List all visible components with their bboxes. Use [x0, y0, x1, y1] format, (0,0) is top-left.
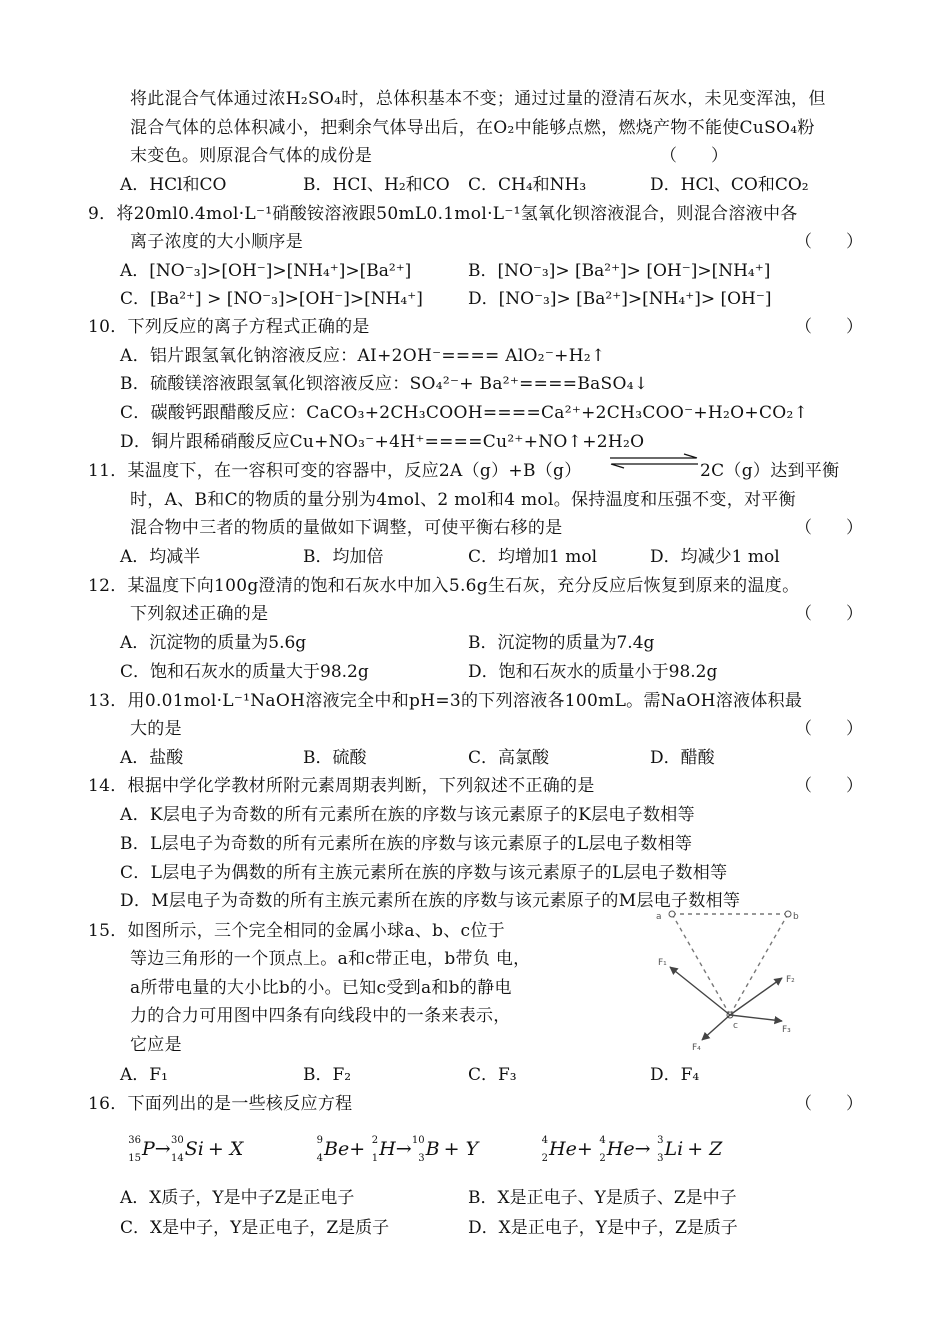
q15-stem-line4: 力的合力可用图中四条有向线段中的一条来表示，: [130, 1006, 511, 1026]
q9-stem-line1: 9．将20ml0.4mol·L⁻¹硝酸铵溶液跟50mL0.1mol·L⁻¹氢氧化钡溶液混合，则混合溶液中各: [88, 204, 798, 224]
label-f4: F₄: [692, 1043, 701, 1053]
mass-number: 2: [371, 1135, 379, 1146]
mass-number: 3: [657, 1135, 664, 1146]
q9-option-b: B．[NO⁻₃]> [Ba²⁺]> [OH⁻]>[NH₄⁺]: [468, 261, 771, 281]
q9-stem-line2: 离子浓度的大小顺序是: [130, 232, 303, 252]
symbol: H: [379, 1138, 396, 1160]
atomic-number: 1: [371, 1153, 379, 1164]
product: + X: [207, 1138, 244, 1160]
q11-option-a: A．均减半: [120, 547, 201, 567]
q9-answer-paren: （ ）: [795, 232, 863, 252]
atomic-number: 3: [657, 1153, 664, 1164]
atomic-number: 15: [128, 1153, 141, 1164]
q12-option-a: A．沉淀物的质量为5.6g: [120, 633, 307, 653]
q8-stem-line3: 末变色。则原混合气体的成份是: [130, 146, 373, 166]
nuclear-equation-3: [535, 1136, 722, 1164]
nuclear-equation-2: [310, 1136, 478, 1164]
arrow: →: [395, 1138, 412, 1160]
force-f2-arrow: [730, 978, 782, 1015]
arrow: →: [634, 1138, 651, 1160]
charge-force-figure: [650, 902, 820, 1057]
q10-option-d: D．铜片跟稀硝酸反应Cu+NO₃⁻+4H⁺====Cu²⁺+NO↑+2H₂O: [120, 432, 645, 452]
label-b: b: [793, 912, 799, 922]
q14-option-b: B．L层电子为奇数的所有元素所在族的序数与该元素原子的L层电子数相等: [120, 834, 693, 854]
q8-option-b: B．HCI、H₂和CO: [303, 175, 450, 195]
q11-stem-line1a: 11．某温度下，在一容积可变的容器中，反应2A（g）+B（g）: [88, 461, 582, 481]
q8-stem-line1: 将此混合气体通过浓H₂SO₄时，总体积基本不变；通过过量的澄清石灰水，未见变浑浊，但: [130, 89, 826, 109]
mass-number: 36: [128, 1135, 141, 1146]
q12-answer-paren: （ ）: [795, 604, 863, 624]
q15-stem-line3: a所带电量的大小比b的小。已知c受到a和b的静电: [130, 978, 512, 998]
q15-stem-line2: 等边三角形的一个顶点上。a和c带正电，b带负 电，: [130, 949, 531, 969]
q14-answer-paren: （ ）: [795, 776, 863, 796]
atomic-number: 2: [541, 1153, 548, 1164]
q15-option-b: B．F₂: [303, 1065, 352, 1085]
q13-answer-paren: （ ）: [795, 719, 863, 739]
q11-option-d: D．均减少1 mol: [650, 547, 780, 567]
q11-stem-line2: 时，A、B和C的物质的量分别为4mol、2 mol和4 mol。保持温度和压强不变，对平衡: [130, 490, 796, 510]
atomic-number: 14: [170, 1153, 184, 1164]
mass-number: 4: [541, 1135, 548, 1146]
q11-option-b: B．均加倍: [303, 547, 384, 567]
q8-option-d: D．HCl、CO和CO₂: [650, 175, 809, 195]
symbol: B: [425, 1138, 440, 1160]
q16-option-d: D．X是正电子，Y是中子，Z是质子: [468, 1218, 738, 1238]
q13-option-b: B．硫酸: [303, 748, 367, 768]
q10-option-c: C．碳酸钙跟醋酸反应：CaCO₃+2CH₃COOH====Ca²⁺+2CH₃COO⁻+H₂O+CO₂↑: [120, 403, 809, 423]
q16-option-b: B．X是正电子、Y是质子、Z是中子: [468, 1188, 737, 1208]
label-f1: F₁: [658, 958, 667, 968]
ball-a: [669, 911, 675, 917]
q16-option-a: A．X质子，Y是中子Z是正电子: [120, 1188, 355, 1208]
plus: +: [576, 1138, 593, 1160]
q11-stem-line1b: 2C（g）达到平衡: [700, 461, 840, 481]
q13-stem-line1: 13．用0.01mol·L⁻¹NaOH溶液完全中和pH=3的下列溶液各100mL。需NaOH溶液体积最: [88, 691, 803, 711]
q14-option-d: D．M层电子为奇数的所有主族元素所在族的序数与该元素原子的M层电子数相等: [120, 891, 741, 911]
product: + Y: [443, 1138, 479, 1160]
atomic-number: 3: [418, 1153, 425, 1164]
q12-option-c: C．饱和石灰水的质量大于98.2g: [120, 662, 369, 682]
q12-stem-line2: 下列叙述正确的是: [130, 604, 269, 624]
force-f4-arrow: [702, 1015, 730, 1040]
q9-option-a: A．[NO⁻₃]>[OH⁻]>[NH₄⁺]>[Ba²⁺]: [120, 261, 412, 281]
q13-stem-line2: 大的是: [130, 719, 182, 739]
q16-answer-paren: （ ）: [795, 1094, 863, 1114]
q8-answer-paren: （ ）: [660, 146, 728, 166]
atomic-number: 4: [316, 1153, 323, 1164]
q10-stem: 10．下列反应的离子方程式正确的是: [88, 317, 370, 337]
q14-stem: 14．根据中学化学教材所附元素周期表判断，下列叙述不正确的是: [88, 776, 595, 796]
q15-option-a: A．F₁: [120, 1065, 168, 1085]
q11-answer-paren: （ ）: [795, 518, 863, 538]
q12-option-b: B．沉淀物的质量为7.4g: [468, 633, 655, 653]
q14-option-a: A．K层电子为奇数的所有元素所在族的序数与该元素原子的K层电子数相等: [120, 805, 695, 825]
plus: +: [349, 1138, 366, 1160]
ball-b: [785, 911, 791, 917]
force-f1-arrow: [670, 967, 730, 1015]
q8-stem-line2: 混合气体的总体积减小，把剩余气体导出后，在O₂中能够点燃，燃烧产物不能使CuSO₄粉: [130, 118, 815, 138]
q11-option-c: C．均增加1 mol: [468, 547, 598, 567]
arrow: →: [154, 1138, 171, 1160]
mass-number: 9: [316, 1135, 323, 1146]
label-f2: F₂: [786, 975, 795, 985]
q15-option-c: C．F₃: [468, 1065, 517, 1085]
q11-stem-line3: 混合物中三者的物质的量做如下调整，可使平衡右移的是: [130, 518, 563, 538]
triangle-side-ac: [672, 914, 730, 1015]
symbol: Li: [664, 1138, 684, 1160]
q13-option-a: A．盐酸: [120, 748, 184, 768]
equilibrium-arrow-icon: [608, 453, 700, 469]
symbol: P: [142, 1138, 155, 1160]
q15-stem-line5: 它应是: [130, 1035, 182, 1055]
q10-answer-paren: （ ）: [795, 317, 863, 337]
label-f3: F₃: [782, 1025, 791, 1035]
q12-option-d: D．饱和石灰水的质量小于98.2g: [468, 662, 718, 682]
q15-stem-line1: 15．如图所示，三个完全相同的金属小球a、b、c位于: [88, 921, 505, 941]
symbol: He: [549, 1138, 577, 1160]
nuclear-equation-1: [128, 1136, 243, 1164]
q8-option-a: A．HCl和CO: [120, 175, 227, 195]
q10-option-a: A．铝片跟氢氧化钠溶液反应：AI+2OH⁻==== AlO₂⁻+H₂↑: [120, 346, 606, 366]
q9-option-c: C．[Ba²⁺] > [NO⁻₃]>[OH⁻]>[NH₄⁺]: [120, 289, 423, 309]
symbol: Be: [324, 1138, 350, 1160]
mass-number: 4: [599, 1135, 606, 1146]
q16-option-c: C．X是中子，Y是正电子，Z是质子: [120, 1218, 390, 1238]
label-a: a: [656, 912, 662, 922]
q16-stem: 16．下面列出的是一些核反应方程: [88, 1094, 353, 1114]
atomic-number: 2: [599, 1153, 606, 1164]
product: + Z: [687, 1138, 723, 1160]
symbol: He: [606, 1138, 635, 1160]
q9-option-d: D．[NO⁻₃]> [Ba²⁺]>[NH₄⁺]> [OH⁻]: [468, 289, 772, 309]
triangle-side-bc: [730, 914, 788, 1015]
q15-option-d: D．F₄: [650, 1065, 700, 1085]
q13-option-d: D．醋酸: [650, 748, 715, 768]
q14-option-c: C．L层电子为偶数的所有主族元素所在族的序数与该元素原子的L层电子数相等: [120, 863, 728, 883]
symbol: Si: [184, 1138, 204, 1160]
q10-option-b: B．硫酸镁溶液跟氢氧化钡溶液反应：SO₄²⁻+ Ba²⁺====BaSO₄↓: [120, 374, 649, 394]
mass-number: 10: [411, 1135, 425, 1146]
q12-stem-line1: 12．某温度下向100g澄清的饱和石灰水中加入5.6g生石灰，充分反应后恢复到原来的温度。: [88, 576, 800, 596]
mass-number: 30: [170, 1135, 184, 1146]
q13-option-c: C．高氯酸: [468, 748, 550, 768]
label-c: c: [733, 1021, 738, 1031]
q8-option-c: C．CH₄和NH₃: [468, 175, 587, 195]
